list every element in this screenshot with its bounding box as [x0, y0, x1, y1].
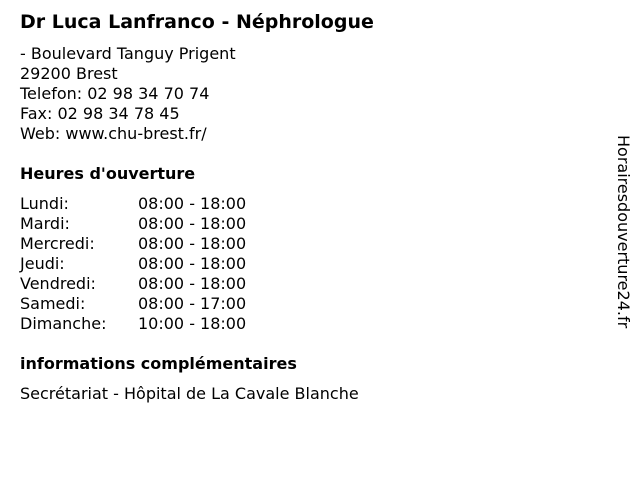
hours-day: Lundi: [20, 194, 69, 213]
info-text: Secrétariat - Hôpital de La Cavale Blanche [20, 384, 359, 403]
hours-day: Vendredi: [20, 274, 96, 293]
web-line: Web: www.chu-brest.fr/ [20, 124, 207, 143]
hours-time: 10:00 - 18:00 [138, 314, 247, 333]
hours-day: Mercredi: [20, 234, 95, 253]
fax-line: Fax: 02 98 34 78 45 [20, 104, 180, 123]
phone-line: Telefon: 02 98 34 70 74 [20, 84, 210, 103]
hours-time: 08:00 - 18:00 [138, 214, 247, 233]
hours-day: Mardi: [20, 214, 70, 233]
hours-time: 08:00 - 18:00 [138, 274, 247, 293]
street-line: - Boulevard Tanguy Prigent [20, 44, 236, 63]
side-watermark [612, 135, 634, 371]
page-title: Dr Luca Lanfranco - Néphrologue [20, 11, 374, 33]
hours-time: 08:00 - 17:00 [138, 294, 247, 313]
address-block [20, 44, 236, 144]
city-line: 29200 Brest [20, 64, 118, 83]
hours-day: Dimanche: [20, 314, 107, 333]
hours-time: 08:00 - 18:00 [138, 254, 247, 273]
hours-heading: Heures d'ouverture [20, 164, 196, 183]
info-heading: informations complémentaires [20, 354, 297, 373]
hours-time: 08:00 - 18:00 [138, 234, 247, 253]
watermark-text: Horairesdouverture24.fr [614, 135, 633, 329]
hours-day: Samedi: [20, 294, 86, 313]
hours-time: 08:00 - 18:00 [138, 194, 247, 213]
hours-day: Jeudi: [20, 254, 65, 273]
